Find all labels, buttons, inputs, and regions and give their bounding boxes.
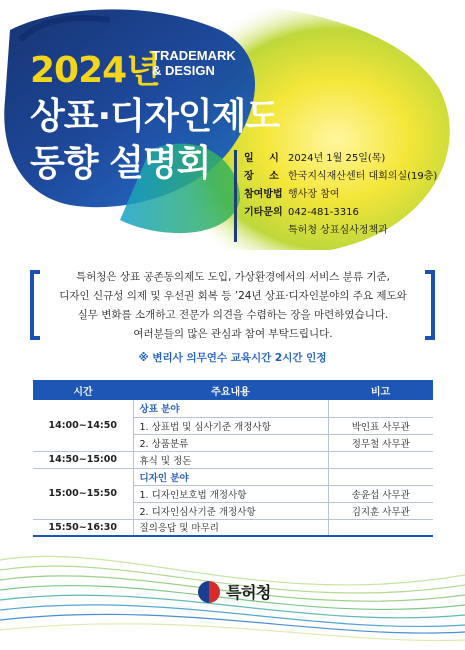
- info-label: 기타문의: [244, 207, 283, 218]
- header-content: 주요내용: [133, 380, 328, 400]
- session-category: 디자인 분야: [133, 468, 328, 485]
- table-row: [33, 451, 433, 468]
- info-contact-dept: 특허청 상표심사정책과: [288, 225, 388, 236]
- description-line: 디자인 신규성 의제 및 우선권 회복 등 ’24년 상표·디자인분야의 주요 제도와: [59, 290, 407, 302]
- info-divider: [234, 150, 237, 242]
- info-value: 한국지식재산센터 대회의실(19층): [288, 171, 438, 182]
- session-item: 2. 디자인심사기준 개정사항: [133, 502, 328, 519]
- info-row-date: [244, 150, 437, 168]
- description-line: 특허청은 상표 공존동의제도 도입, 가상환경에서의 서비스 분류 기준,: [75, 271, 391, 283]
- session-time: 14:00~14:50: [33, 400, 133, 451]
- event-description: [48, 268, 418, 344]
- session-item: 1. 상표법 및 심사기준 개정사항: [133, 417, 328, 434]
- session-remark: 송윤섭 사무관: [328, 485, 433, 502]
- session-category: 상표 분야: [133, 400, 328, 417]
- schedule-table: [33, 380, 433, 537]
- info-row-dept: [244, 222, 437, 240]
- session-remark: [328, 400, 433, 417]
- description-line: 여러분들의 많은 관심과 참여 부탁드립니다.: [133, 328, 333, 340]
- table-row: [33, 400, 433, 417]
- tagline: [152, 48, 236, 78]
- session-time: 15:00~15:50: [33, 468, 133, 519]
- info-row-venue: [244, 168, 437, 186]
- info-row-method: [244, 186, 437, 204]
- credit-note: ※ 변리사 의무연수 교육시간 2시간 인정: [138, 352, 327, 364]
- info-value: 042-481-3316: [288, 207, 359, 218]
- session-remark: 박인표 사무관: [328, 417, 433, 434]
- info-value: 2024년 1월 25일(목): [288, 153, 386, 164]
- header-remarks: 비고: [328, 380, 433, 400]
- session-time: 14:50~15:00: [33, 451, 133, 468]
- session-item: 질의응답 및 마무리: [133, 519, 328, 536]
- event-title-line1: 상표·디자인제도: [30, 96, 280, 137]
- session-time: 15:50~16:30: [33, 519, 133, 536]
- info-row-contact: [244, 204, 437, 222]
- session-remark: [328, 468, 433, 485]
- session-item: 2. 상품분류: [133, 434, 328, 451]
- description-line: 실무 변화를 소개하고 전문가 의견을 수렴하는 장을 마련하였습니다.: [77, 309, 389, 321]
- right-bracket: [425, 270, 435, 340]
- tagline-trademark: TRADEMARK: [152, 48, 236, 63]
- tagline-design: & DESIGN: [152, 63, 215, 78]
- left-bracket: [30, 270, 40, 340]
- session-item: 1. 디자인보호법 개정사항: [133, 485, 328, 502]
- info-label: 장 소: [244, 171, 285, 182]
- info-value: 행사장 참여: [288, 189, 340, 200]
- org-name: 특허청: [226, 583, 271, 602]
- session-remark: 정무철 사무관: [328, 434, 433, 451]
- event-year: 2024년: [30, 50, 160, 91]
- header-time: 시간: [33, 380, 133, 400]
- info-label: 참여방법: [244, 189, 283, 200]
- schedule-header-row: [33, 380, 433, 400]
- event-info: [244, 150, 437, 240]
- session-remark: 김지훈 사무관: [328, 502, 433, 519]
- session-remark: [328, 451, 433, 468]
- info-label: 일 시: [244, 153, 285, 164]
- table-row: [33, 468, 433, 485]
- kipo-logo: [198, 580, 271, 603]
- taegeuk-icon: [198, 581, 220, 603]
- session-item: 휴식 및 정돈: [133, 451, 328, 468]
- event-title-line2: 동향 설명회: [30, 143, 211, 184]
